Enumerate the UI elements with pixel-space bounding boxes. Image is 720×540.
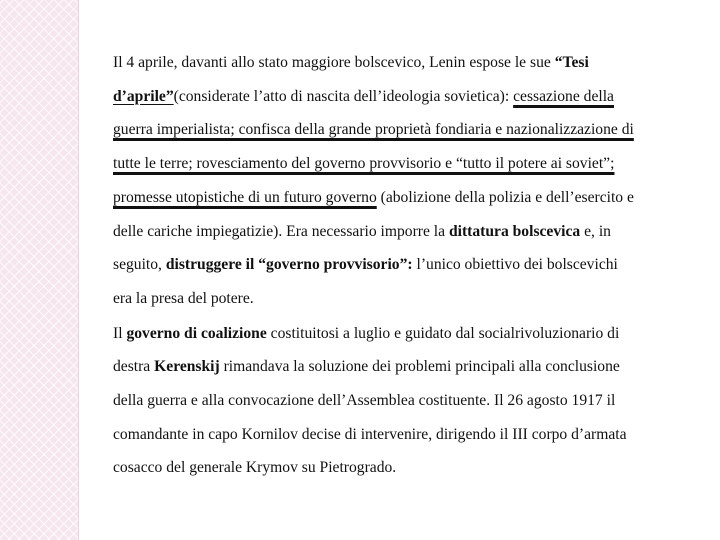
text-run: Il 4 aprile, davanti allo stato maggiore bolscevico, Lenin espose le sue xyxy=(113,54,555,71)
text-run: destra xyxy=(113,358,155,376)
text-run: (abolizione della polizia e dell’esercito e xyxy=(376,188,634,206)
text-line xyxy=(113,215,715,249)
text-line xyxy=(113,282,715,316)
paragraph-tesi-aprile xyxy=(113,46,715,316)
text-run: rimandava la soluzione dei problemi principali alla conclusione xyxy=(219,358,620,376)
text-run: e, in xyxy=(580,222,611,240)
bold-text-run: distruggere il “governo provvisorio”: xyxy=(165,256,413,274)
text-line xyxy=(113,147,715,181)
text-line xyxy=(113,384,715,418)
bold-text-run: Kerenskij xyxy=(154,358,220,376)
bold-text-run: “Tesi xyxy=(554,54,589,71)
text-run: era la presa del potere. xyxy=(113,289,254,307)
text-run: cessazione della xyxy=(513,87,614,105)
text-run: comandante in capo Kornilov decise di intervenire, dirigendo il III corpo d’armata xyxy=(113,425,627,443)
text-line xyxy=(113,46,715,80)
text-run: della guerra e alla convocazione dell’Assemblea costituente. Il 26 agosto 1917 il xyxy=(113,392,616,410)
text-line xyxy=(113,418,715,452)
slide-text-body xyxy=(113,46,715,485)
text-run: guerra imperialista; confisca della grande proprietà fondiaria e nazionalizzazione di xyxy=(113,121,634,139)
text-run: promesse utopistiche di un futuro governo xyxy=(113,188,377,206)
bold-text-run: d’aprile” xyxy=(113,87,174,105)
text-line xyxy=(113,80,715,114)
text-run: l’unico obiettivo dei bolscevichi xyxy=(412,256,618,274)
text-line xyxy=(113,350,715,384)
text-run: tutte le terre; rovesciamento del governo provvisorio e “tutto il potere ai soviet”; xyxy=(113,155,615,173)
paragraph-governo-coalizione xyxy=(113,317,715,486)
text-line xyxy=(113,181,715,215)
text-line xyxy=(113,317,715,351)
decorative-side-band xyxy=(0,0,79,540)
text-line xyxy=(113,248,715,282)
text-line xyxy=(113,113,715,147)
text-run: cosacco del generale Krymov su Pietrogrado. xyxy=(113,459,397,477)
bold-text-run: governo di coalizione xyxy=(126,324,267,342)
text-run: Il xyxy=(113,324,127,342)
text-line xyxy=(113,451,715,485)
bold-text-run: dittatura bolscevica xyxy=(448,222,581,240)
text-run: seguito, xyxy=(113,256,166,274)
text-run: costituitosi a luglio e guidato dal socialrivoluzionario di xyxy=(266,324,620,342)
text-run: (considerate l’atto di nascita dell’ideologia sovietica): xyxy=(173,87,514,105)
text-run: delle cariche impiegatizie). Era necessario imporre la xyxy=(113,222,449,240)
